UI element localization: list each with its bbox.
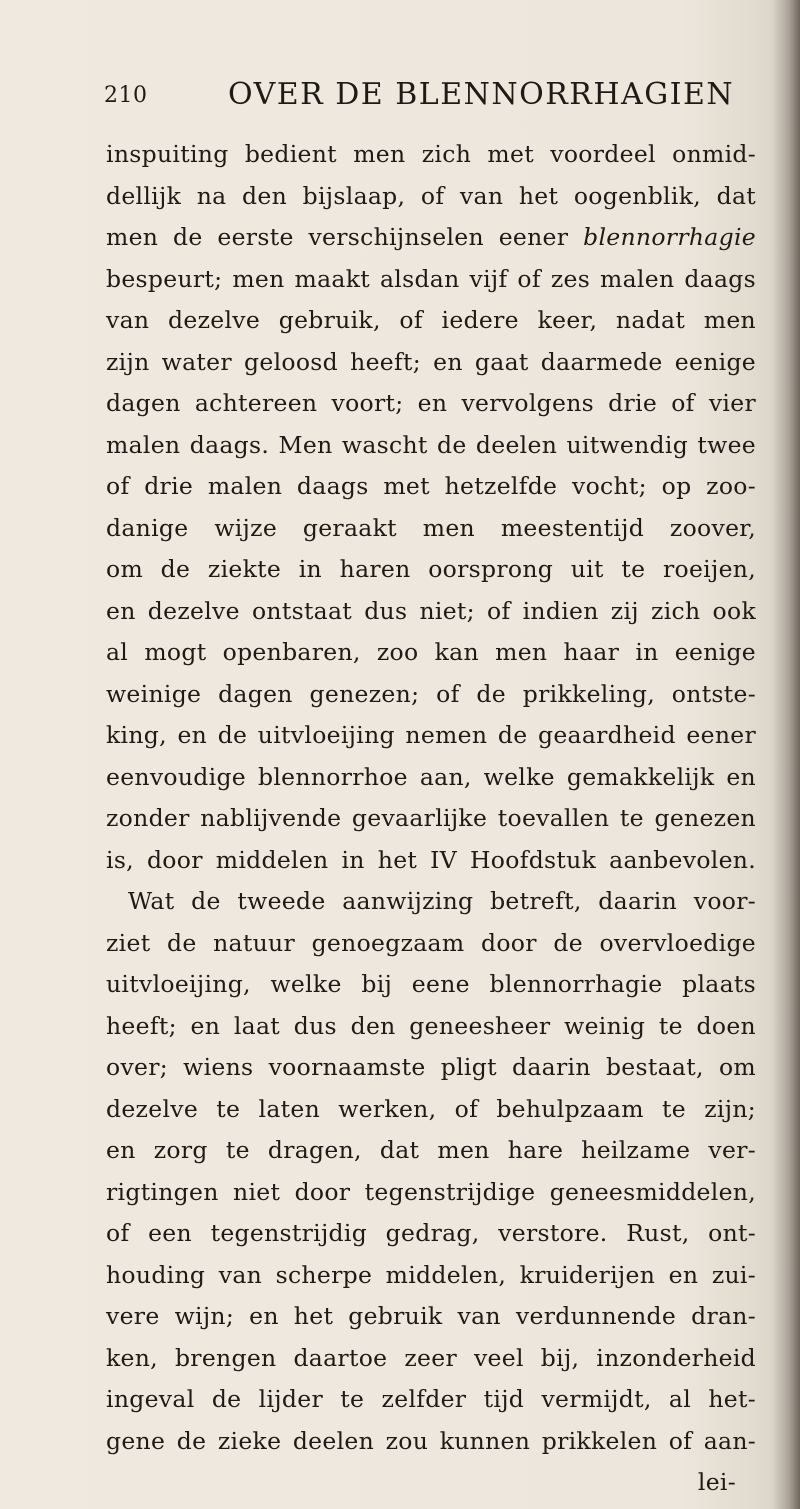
text-line: ingeval de lijder te zelfder tijd vermijdt, al het-: [106, 1385, 756, 1413]
text-line: uitvloeijing, welke bij eene blennorrhagie plaats: [106, 970, 756, 998]
italic-term: blennorrhagie: [583, 223, 756, 251]
text-line: dagen achtereen voort; en vervolgens drie of vier: [106, 389, 756, 417]
text-line: en zorg te dragen, dat men hare heilzame ver-: [106, 1136, 756, 1164]
catchword: lei-: [697, 1468, 736, 1496]
text-line: king, en de uitvloeijing nemen de geaardheid eener: [106, 721, 756, 749]
text-line: bespeurt; men maakt alsdan vijf of zes malen daags: [106, 264, 756, 293]
text-line: rigtingen niet door tegenstrijdige geneesmiddelen,: [106, 1177, 756, 1206]
text-line: of een tegenstrijdig gedrag, verstore. Rust, ont-: [106, 1219, 756, 1247]
text-line: over; wiens voornaamste pligt daarin bestaat, om: [106, 1053, 756, 1081]
text-line: is, door middelen in het IV Hoofdstuk aanbevolen.: [106, 845, 756, 874]
text-line: al mogt openbaren, zoo kan men haar in eenige: [106, 638, 756, 666]
text-line: [106, 217, 756, 259]
running-head: [104, 77, 735, 117]
text-line: houding van scherpe middelen, kruiderijen en zui-: [106, 1260, 756, 1289]
text-line: inspuiting bedient men zich met voordeel onmid-: [106, 140, 756, 168]
text-line: danige wijze geraakt men meestentijd zoover,: [106, 513, 756, 542]
text-line: gene de zieke deelen zou kunnen prikkelen of aan-: [106, 1426, 756, 1455]
text-line: of drie malen daags met hetzelfde vocht; op zoo-: [106, 472, 756, 500]
text-line: ziet de natuur genoegzaam door de overvloedige: [106, 928, 756, 957]
text-line: malen daags. Men wascht de deelen uitwendig twee: [106, 430, 756, 459]
text-line: heeft; en laat dus den geneesheer weinig te doen: [106, 1011, 756, 1040]
text-line: eenvoudige blennorrhoe aan, welke gemakkelijk en: [106, 762, 756, 791]
text-line: van dezelve gebruik, of iedere keer, nadat men: [106, 306, 756, 334]
text-line-part: men de eerste verschijnselen eener: [106, 223, 584, 251]
text-line: dezelve te laten werken, of behulpzaam te zijn;: [106, 1094, 756, 1123]
text-line: en dezelve ontstaat dus niet; of indien zij zich ook: [106, 596, 756, 625]
text-line: vere wijn; en het gebruik van verdunnende dran-: [106, 1302, 756, 1330]
text-line: zonder nablijvende gevaarlijke toevallen te genezen: [106, 804, 756, 832]
text-line: ken, brengen daartoe zeer veel bij, inzonderheid: [106, 1343, 756, 1372]
body-text: [106, 134, 756, 1504]
text-line: dellijk na den bijslaap, of van het oogenblik, dat: [106, 181, 756, 210]
page-edge-shadow: [772, 0, 800, 1509]
text-line-paragraph-start: Wat de tweede aanwijzing betreft, daarin voor-: [128, 887, 756, 915]
text-line: zijn water geloosd heeft; en gaat daarmede eenige: [106, 347, 756, 376]
text-line: om de ziekte in haren oorsprong uit te roeijen,: [106, 555, 756, 583]
page-number: 210: [104, 83, 148, 108]
text-line: weinige dagen genezen; of de prikkeling, ontste-: [106, 679, 756, 708]
running-title: OVER DE BLENNORRHAGIEN: [228, 77, 735, 112]
